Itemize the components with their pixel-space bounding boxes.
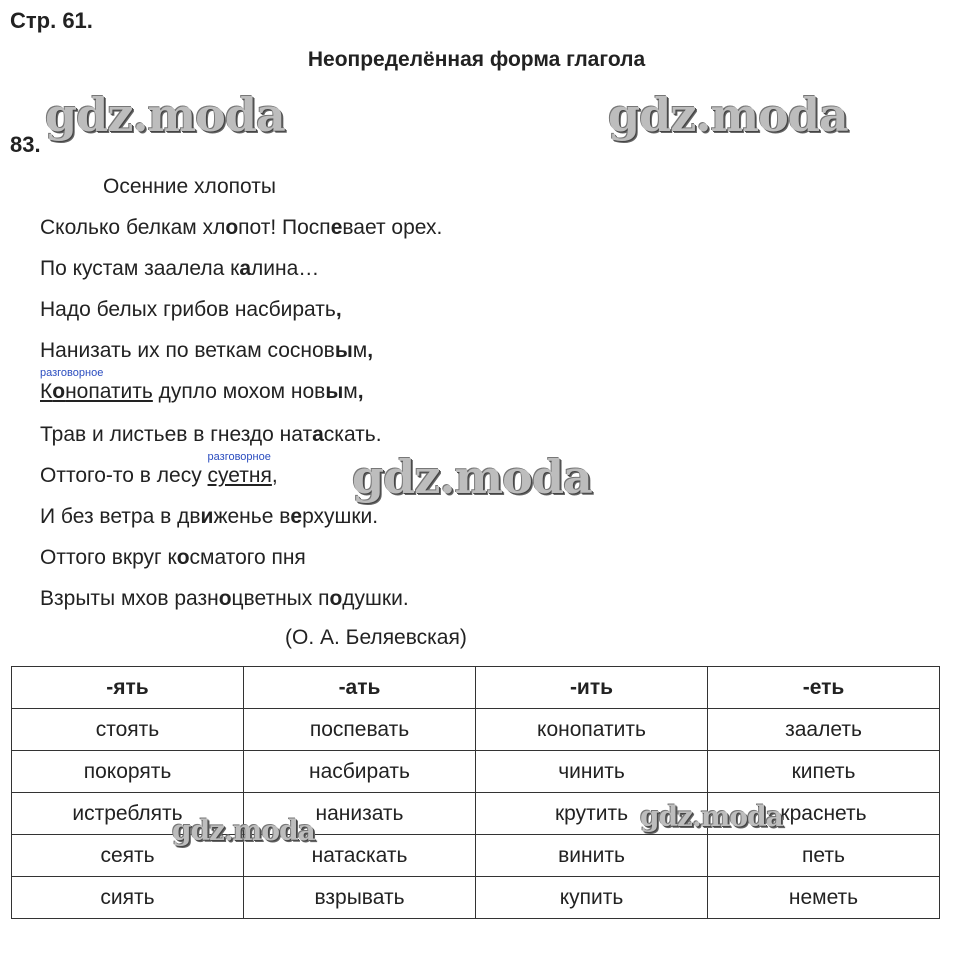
underlined-word-konopatit: разговорное Конопатить: [40, 367, 153, 403]
watermark-logo: gdz.moda: [640, 800, 783, 833]
column-header: -ять: [12, 667, 244, 709]
table-cell: нанизать: [244, 793, 476, 835]
table-row: [12, 793, 940, 835]
watermark-logo: gdz.moda: [45, 88, 285, 142]
table-cell: кипеть: [708, 751, 940, 793]
underlined-word-suetnya: разговорное суетня: [207, 451, 272, 487]
watermark-logo: gdz.moda: [172, 814, 315, 847]
verb-endings-table: [11, 666, 940, 919]
table-row: [12, 877, 940, 919]
table-cell: краснеть: [708, 793, 940, 835]
table-cell: сеять: [12, 835, 244, 877]
table-cell: неметь: [708, 877, 940, 919]
table-header-row: [12, 667, 940, 709]
poem-line: Взрыты мхов разноцветных подушки.: [40, 587, 409, 610]
column-header: -еть: [708, 667, 940, 709]
watermark-logo: gdz.moda: [352, 450, 592, 504]
usage-note: разговорное: [207, 451, 271, 463]
exercise-number: 83.: [10, 132, 41, 157]
table-cell: покорять: [12, 751, 244, 793]
table-cell: петь: [708, 835, 940, 877]
table-cell: заалеть: [708, 709, 940, 751]
column-header: -ить: [476, 667, 708, 709]
usage-note: разговорное: [40, 367, 104, 379]
table-cell: конопатить: [476, 709, 708, 751]
page-number: Стр. 61.: [10, 8, 93, 33]
table-row: [12, 751, 940, 793]
poem-line: Нанизать их по веткам сосновым,: [40, 339, 374, 362]
column-header: -ать: [244, 667, 476, 709]
poem-line: Трав и листьев в гнездо натаскать.: [40, 423, 382, 446]
table-cell: поспевать: [244, 709, 476, 751]
poem-line: разговорное Конопатить дупло мохом новым,: [40, 367, 364, 403]
poem-line: По кустам заалела калина…: [40, 257, 320, 280]
watermark-logo: gdz.moda: [608, 88, 848, 142]
poem-line: И без ветра в движенье верхушки.: [40, 505, 379, 528]
poem-line: Сколько белкам хлопот! Поспевает орех.: [40, 216, 443, 239]
poem-line: Оттого вкруг косматого пня: [40, 546, 306, 569]
table-cell: натаскать: [244, 835, 476, 877]
poem-line: Оттого-то в лесу разговорное суетня,: [40, 451, 278, 487]
table-cell: стоять: [12, 709, 244, 751]
page-title: Неопределённая форма глагола: [307, 48, 646, 71]
table-cell: насбирать: [244, 751, 476, 793]
poem-title: Осенние хлопоты: [103, 175, 276, 198]
table-cell: истреблять: [12, 793, 244, 835]
table-cell: купить: [476, 877, 708, 919]
table-cell: чинить: [476, 751, 708, 793]
table-cell: сиять: [12, 877, 244, 919]
table-cell: крутить: [476, 793, 708, 835]
table-cell: винить: [476, 835, 708, 877]
table-row: [12, 835, 940, 877]
table-cell: взрывать: [244, 877, 476, 919]
table-row: [12, 709, 940, 751]
poem-author: (О. А. Беляевская): [285, 626, 467, 649]
poem-line: Надо белых грибов насбирать,: [40, 298, 342, 321]
